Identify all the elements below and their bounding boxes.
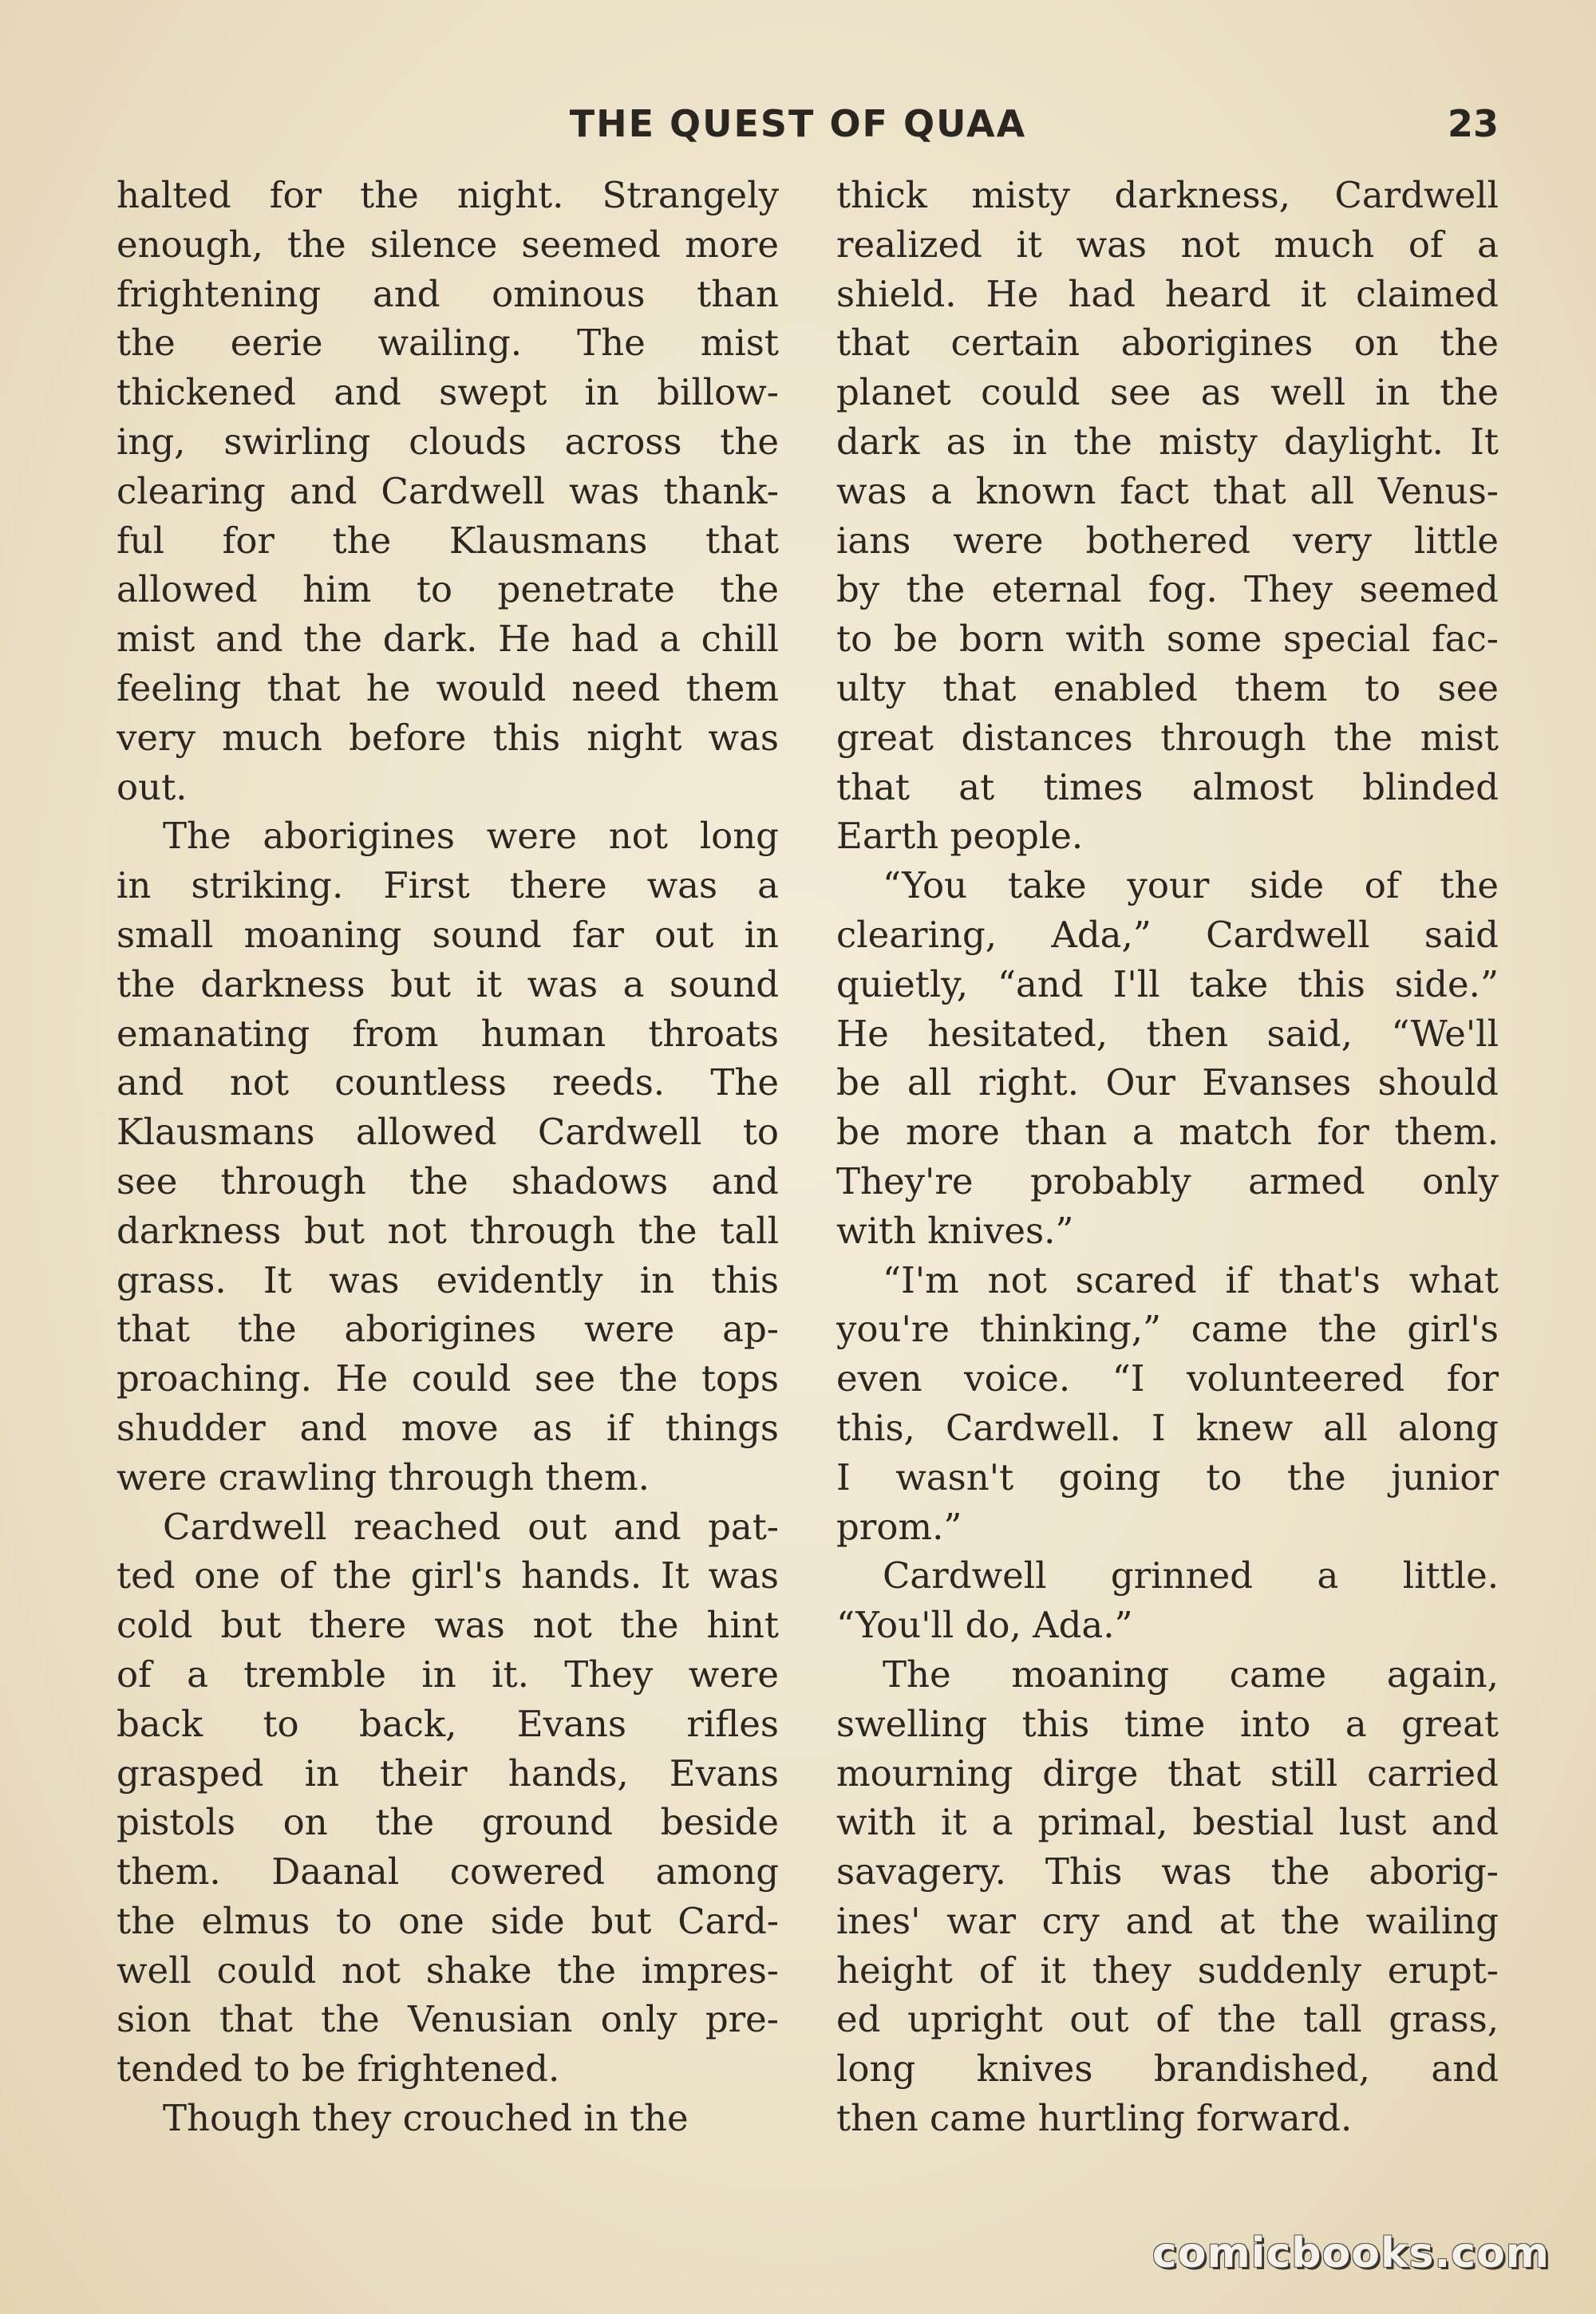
text-line: clearing, Ada,” Cardwell said (836, 913, 1499, 956)
text-line: then came hurtling forward. (836, 2097, 1353, 2140)
text-line: that certain aborigines on the (836, 322, 1499, 365)
text-line: back to back, Evans rifles (117, 1702, 779, 1745)
text-line: Earth people. (836, 815, 1084, 858)
text-line: enough, the silence seemed more (117, 223, 779, 266)
text-line: you're thinking,” came the girl's (836, 1308, 1499, 1351)
text-line: even voice. “I volunteered for (836, 1357, 1499, 1400)
text-line: out. (117, 765, 188, 808)
text-line: sion that the Venusian only pre- (117, 1998, 779, 2041)
text-line: The moaning came again, (883, 1653, 1499, 1696)
watermark-logo: comicbooks.com (1152, 2229, 1550, 2277)
text-line: tended to be frightened. (117, 2047, 560, 2091)
text-line: realized it was not much of a (836, 223, 1499, 266)
text-line: thickened and swept in billow- (117, 371, 779, 414)
text-line: grasped in their hands, Evans (117, 1751, 779, 1795)
text-line: savagery. This was the aborig- (836, 1850, 1499, 1893)
text-line: with knives.” (836, 1209, 1074, 1252)
text-line: I wasn't going to the junior (836, 1455, 1499, 1499)
text-line: ed upright out of the tall grass, (836, 1998, 1499, 2041)
text-line: ted one of the girl's hands. It was (117, 1554, 779, 1597)
text-line: “I'm not scared if that's what (883, 1258, 1499, 1301)
text-line: emanating from human throats (117, 1012, 779, 1055)
text-line: shudder and move as if things (117, 1406, 779, 1449)
page-number: 23 (1447, 102, 1499, 145)
text-line: feeling that he would need them (117, 666, 779, 709)
text-column-right (836, 171, 1499, 2143)
text-line: pistols on the ground beside (117, 1801, 779, 1844)
text-line: very much before this night was (117, 716, 779, 759)
text-line: be more than a match for them. (836, 1111, 1499, 1154)
text-line: ulty that enabled them to see (836, 666, 1499, 709)
text-line: was a known fact that all Venus- (836, 469, 1499, 512)
text-line: frightening and ominous than (117, 272, 779, 315)
text-line: Cardwell grinned a little. (883, 1554, 1499, 1597)
text-line: Cardwell reached out and pat- (163, 1505, 779, 1548)
text-line: the eerie wailing. The mist (117, 322, 779, 365)
text-line: clearing and Cardwell was thank- (117, 469, 779, 512)
text-line: ful for the Klausmans that (117, 519, 779, 562)
text-line: by the eternal fog. They seemed (836, 568, 1499, 611)
text-line: dark as in the misty daylight. It (836, 420, 1499, 463)
text-line: mourning dirge that still carried (836, 1751, 1499, 1795)
text-line: and not countless reeds. The (117, 1061, 779, 1104)
text-line: that at times almost blinded (836, 765, 1499, 808)
text-line: the darkness but it was a sound (117, 962, 779, 1005)
text-line: halted for the night. Strangely (117, 174, 779, 216)
text-line: see through the shadows and (117, 1159, 779, 1202)
text-line: cold but there was not the hint (117, 1604, 779, 1647)
text-line: thick misty darkness, Cardwell (836, 174, 1499, 216)
text-line: “You take your side of the (883, 864, 1499, 907)
text-line: to be born with some special fac- (836, 618, 1499, 661)
text-line: in striking. First there was a (117, 864, 779, 907)
text-line: Though they crouched in the (163, 2097, 689, 2140)
text-line: ians were bothered very little (836, 519, 1499, 562)
text-line: well could not shake the impres- (117, 1949, 779, 1992)
text-line: grass. It was evidently in this (117, 1258, 779, 1301)
text-line: long knives brandished, and (836, 2047, 1499, 2091)
text-line: were crawling through them. (117, 1455, 650, 1499)
text-line: small moaning sound far out in (117, 913, 779, 956)
text-line: the elmus to one side but Card- (117, 1899, 779, 1942)
text-line: be all right. Our Evanses should (836, 1061, 1499, 1104)
text-line: of a tremble in it. They were (117, 1653, 779, 1696)
text-line: mist and the dark. He had a chill (117, 618, 779, 661)
text-line: height of it they suddenly erupt- (836, 1949, 1499, 1992)
running-title: THE QUEST OF QUAA (569, 102, 1027, 145)
text-line: ines' war cry and at the wailing (836, 1899, 1499, 1942)
text-line: The aborigines were not long (163, 815, 779, 858)
text-line: planet could see as well in the (836, 371, 1499, 414)
text-line: “You'll do, Ada.” (836, 1604, 1133, 1647)
text-line: this, Cardwell. I knew all along (836, 1406, 1499, 1449)
text-line: darkness but not through the tall (117, 1209, 779, 1252)
text-line: shield. He had heard it claimed (836, 272, 1499, 315)
text-column-left (117, 171, 779, 2143)
text-line: They're probably armed only (836, 1159, 1499, 1202)
text-line: them. Daanal cowered among (117, 1850, 779, 1893)
text-line: quietly, “and I'll take this side.” (836, 962, 1499, 1005)
text-line: prom.” (836, 1505, 962, 1548)
text-line: He hesitated, then said, “We'll (836, 1012, 1499, 1055)
text-line: allowed him to penetrate the (117, 568, 779, 611)
text-line: Klausmans allowed Cardwell to (117, 1111, 779, 1154)
text-line: great distances through the mist (836, 716, 1499, 759)
text-line: swelling this time into a great (836, 1702, 1499, 1745)
text-line: ing, swirling clouds across the (117, 420, 779, 463)
text-line: that the aborigines were ap- (117, 1308, 779, 1351)
text-line: with it a primal, bestial lust and (836, 1801, 1499, 1844)
text-line: proaching. He could see the tops (117, 1357, 779, 1400)
